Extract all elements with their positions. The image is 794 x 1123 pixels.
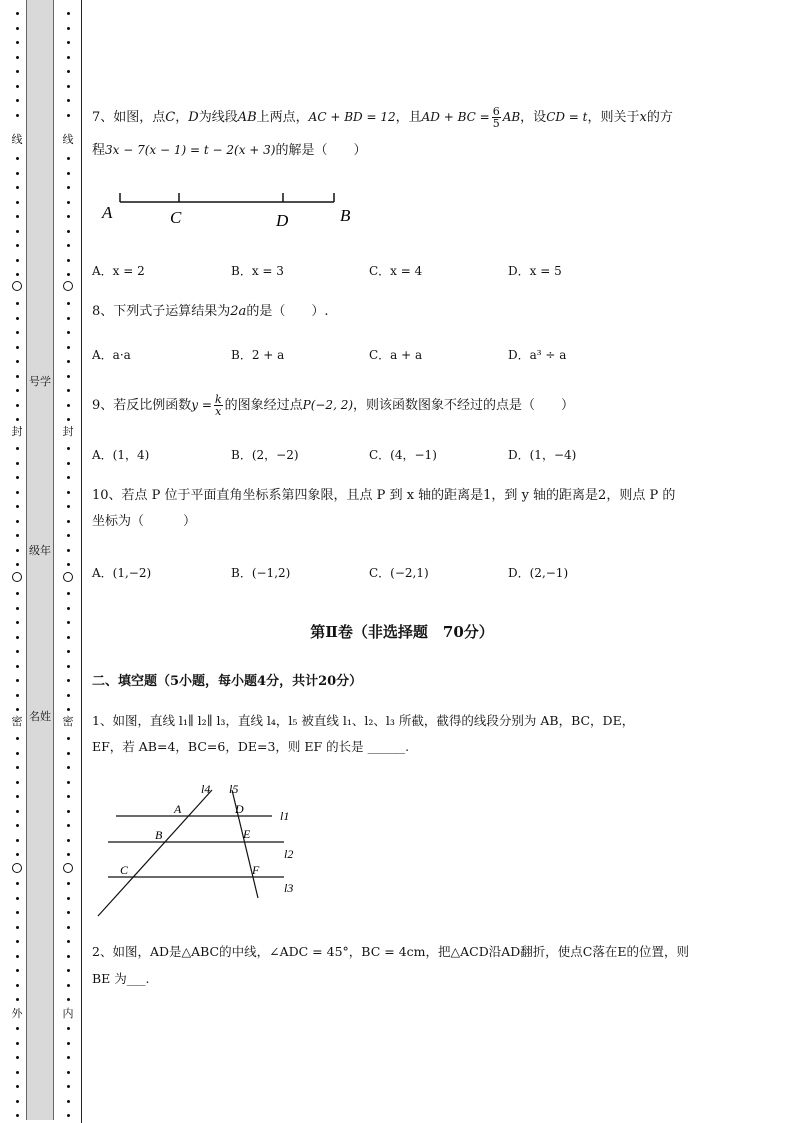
margin-dot — [67, 911, 70, 914]
margin-dot — [16, 317, 19, 320]
margin-dot — [67, 1100, 70, 1103]
margin-dot — [16, 766, 19, 769]
margin-dot — [16, 56, 19, 59]
label-grade: 级年 — [29, 544, 51, 557]
fill-question-1-line2: EF，若 AB=4，BC=6，DE=3，则 EF 的长是 ______. — [92, 739, 410, 754]
q7-option-b[interactable]: B．x = 3 — [231, 264, 284, 278]
margin-dot — [16, 360, 19, 363]
margin-dot — [16, 302, 19, 305]
margin-dot — [16, 215, 19, 218]
margin-dot — [67, 114, 70, 117]
margin-dot — [16, 969, 19, 972]
margin-dot — [16, 592, 19, 595]
margin-dot — [67, 839, 70, 842]
margin-dot — [16, 737, 19, 740]
margin-dot — [16, 389, 19, 392]
q9-option-c[interactable]: C．(4，−1) — [369, 448, 437, 462]
label-l2: l2 — [284, 847, 294, 861]
point-label-b: B — [340, 206, 351, 225]
outer-dotted-line — [10, 0, 24, 1123]
margin-dot — [67, 215, 70, 218]
margin-dot — [16, 331, 19, 334]
q7-option-a[interactable]: A．x = 2 — [92, 264, 145, 278]
point-label-d: D — [276, 211, 289, 230]
margin-dot — [67, 853, 70, 856]
label-point-c: C — [120, 863, 129, 877]
label-l3: l3 — [284, 881, 294, 895]
q10-option-a[interactable]: A．(1,−2) — [92, 566, 152, 580]
margin-dot — [16, 621, 19, 624]
label-point-b: B — [155, 828, 163, 842]
margin-char-feng: 封 — [11, 425, 23, 438]
margin-dot — [67, 752, 70, 755]
margin-dot — [67, 201, 70, 204]
margin-dot — [16, 230, 19, 233]
margin-dot — [16, 810, 19, 813]
margin-dot — [67, 447, 70, 450]
margin-dot — [16, 99, 19, 102]
margin-dot — [67, 476, 70, 479]
margin-dot — [67, 273, 70, 276]
margin-char-nei: 内 — [55, 1008, 81, 1020]
margin-dot — [67, 1042, 70, 1045]
margin-dot — [16, 491, 19, 494]
margin-dot — [67, 186, 70, 189]
margin-dot — [67, 360, 70, 363]
label-point-a: A — [174, 802, 182, 816]
margin-dot — [67, 650, 70, 653]
fill-question-2-line1: 2、如图，AD是△ABC的中线，∠ADC = 45°，BC = 4cm，把△ACD沿AD翻折，使点C落在E的位置，则 — [92, 944, 689, 959]
margin-dot — [16, 1071, 19, 1074]
label-l1: l1 — [280, 809, 290, 823]
label-l5: l5 — [229, 782, 239, 796]
margin-dot — [67, 969, 70, 972]
margin-dot — [67, 781, 70, 784]
margin-dot — [16, 882, 19, 885]
margin-dot — [16, 447, 19, 450]
margin-dot — [67, 607, 70, 610]
q9-option-d[interactable]: D．(1，−4) — [508, 448, 577, 462]
margin-dot — [67, 85, 70, 88]
inner-dotted-line — [55, 0, 82, 1123]
margin-dot — [67, 172, 70, 175]
parallel-lines-figure — [94, 778, 314, 920]
margin-dot — [16, 70, 19, 73]
margin-dot — [16, 897, 19, 900]
label-l4: l4 — [201, 782, 211, 796]
margin-dot — [16, 404, 19, 407]
margin-dot — [67, 1027, 70, 1030]
margin-dot — [16, 186, 19, 189]
margin-dot — [67, 302, 70, 305]
margin-dot — [16, 955, 19, 958]
margin-dot — [16, 708, 19, 711]
margin-dot — [67, 27, 70, 30]
student-info-column — [26, 0, 54, 1120]
margin-dot — [16, 375, 19, 378]
margin-dot — [16, 273, 19, 276]
margin-char-mi: 密 — [11, 715, 23, 728]
margin-dot — [67, 679, 70, 682]
section-2-title: 第Ⅱ卷（非选择题 70分） — [310, 623, 494, 641]
margin-dot — [67, 810, 70, 813]
q9-option-b[interactable]: B．(2，−2) — [231, 448, 299, 462]
margin-dot — [67, 41, 70, 44]
margin-dot — [16, 911, 19, 914]
margin-dot — [16, 853, 19, 856]
margin-dot — [67, 636, 70, 639]
label-point-f: F — [252, 863, 260, 877]
margin-dot — [67, 766, 70, 769]
margin-circle — [12, 572, 22, 582]
margin-dot — [16, 839, 19, 842]
binding-margin — [0, 0, 82, 1123]
margin-dot — [67, 12, 70, 15]
fraction-k-over-x: $\frac{k}{x}$ — [214, 393, 222, 418]
margin-dot — [67, 346, 70, 349]
margin-dot — [67, 665, 70, 668]
segment-figure — [98, 188, 368, 234]
margin-dot — [16, 1114, 19, 1117]
part-2-heading: 二、填空题（5小题，每小题4分，共计20分） — [92, 674, 363, 689]
question-7-line1: 7、如图，点C，D为线段AB上两点，AC + BD = 12，且AD + BC = $\frac{6}{5}$ AB，设CD = t，则关于x的方 — [92, 105, 673, 130]
margin-dot — [16, 505, 19, 508]
label-point-d: D — [235, 802, 244, 816]
margin-dot — [67, 520, 70, 523]
margin-dot — [67, 926, 70, 929]
margin-dot — [16, 781, 19, 784]
margin-dot — [67, 157, 70, 160]
margin-dot — [16, 998, 19, 1001]
fill-question-1-line1: 1、如图，直线 l₁∥ l₂∥ l₃，直线 l₄，l₅ 被直线 l₁、l₂、l₃ 所截，截得的线段分别为 AB，BC，DE， — [92, 713, 635, 728]
margin-dot — [67, 462, 70, 465]
margin-dot — [67, 505, 70, 508]
label-point-e: E — [243, 827, 251, 841]
question-8: 8、下列式子运算结果为2a的是（ ）. — [92, 304, 329, 319]
q9-option-a[interactable]: A．(1，4) — [92, 448, 150, 462]
margin-char-xian: 线 — [55, 134, 81, 146]
margin-dot — [16, 694, 19, 697]
point-label-c: C — [170, 208, 182, 227]
margin-dot — [16, 607, 19, 610]
fill-question-2-line2: BE 为___. — [92, 971, 150, 986]
margin-dot — [16, 201, 19, 204]
label-student-number: 号学 — [29, 375, 51, 388]
margin-circle — [12, 281, 22, 291]
margin-char-feng: 封 — [55, 426, 81, 438]
margin-dot — [16, 346, 19, 349]
margin-dot — [16, 795, 19, 798]
margin-dot — [16, 41, 19, 44]
margin-dot — [67, 1085, 70, 1088]
margin-dot — [67, 1056, 70, 1059]
margin-dot — [16, 476, 19, 479]
margin-dot — [16, 244, 19, 247]
margin-dot — [67, 694, 70, 697]
margin-dot — [67, 259, 70, 262]
margin-dot — [67, 737, 70, 740]
label-name: 名姓 — [29, 710, 51, 723]
margin-dot — [67, 940, 70, 943]
margin-dot — [16, 940, 19, 943]
margin-dot — [67, 331, 70, 334]
margin-dot — [67, 563, 70, 566]
margin-dot — [16, 85, 19, 88]
q10-option-d[interactable]: D．(2,−1) — [508, 566, 569, 580]
margin-char-xian: 线 — [11, 133, 23, 146]
margin-dot — [67, 56, 70, 59]
q7-option-c[interactable]: C．x = 4 — [369, 264, 423, 278]
margin-circle — [12, 863, 22, 873]
margin-dot — [67, 99, 70, 102]
q8-option-d[interactable]: D．a³ ÷ a — [508, 348, 567, 362]
q10-option-c[interactable]: C．(−2,1) — [369, 566, 429, 580]
question-9: 9、若反比例函数y = $\frac{k}{x}$ 的图象经过点P(−2, 2)，则该函数图象不经过的点是（ ） — [92, 393, 575, 418]
margin-dot — [67, 955, 70, 958]
fraction-six-fifths: $\frac{6}{5}$ — [492, 105, 500, 130]
margin-dot — [16, 563, 19, 566]
question-10-line1: 10、若点 P 位于平面直角坐标系第四象限，且点 P 到 x 轴的距离是1，到 y 轴的距离是2，则点 P 的 — [92, 488, 676, 503]
margin-dot — [67, 389, 70, 392]
margin-dot — [16, 259, 19, 262]
margin-dot — [16, 1085, 19, 1088]
margin-dot — [16, 157, 19, 160]
margin-dot — [16, 12, 19, 15]
margin-dot — [67, 1071, 70, 1074]
q8-option-c[interactable]: C．a + a — [369, 348, 423, 362]
margin-dot — [16, 926, 19, 929]
margin-dot — [67, 317, 70, 320]
margin-dot — [67, 984, 70, 987]
margin-dot — [67, 998, 70, 1001]
margin-dot — [16, 114, 19, 117]
margin-dot — [16, 665, 19, 668]
q8-option-a[interactable]: A．a·a — [92, 348, 131, 362]
margin-char-wai: 外 — [11, 1007, 23, 1020]
question-7-line2: 程3x − 7(x − 1) = t − 2(x + 3)的解是（ ） — [92, 143, 367, 158]
margin-dot — [16, 1042, 19, 1045]
margin-dot — [67, 708, 70, 711]
margin-dot — [16, 752, 19, 755]
margin-dot — [67, 244, 70, 247]
margin-dot — [16, 824, 19, 827]
margin-dot — [67, 1114, 70, 1117]
margin-dot — [67, 795, 70, 798]
question-9-options — [92, 446, 742, 466]
margin-dot — [16, 679, 19, 682]
margin-char-mi: 密 — [55, 716, 81, 728]
margin-dot — [16, 650, 19, 653]
margin-dot — [16, 1100, 19, 1103]
margin-dot — [16, 418, 19, 421]
margin-dot — [16, 1027, 19, 1030]
line-l4 — [98, 790, 212, 916]
q7-option-d[interactable]: D．x = 5 — [508, 264, 562, 278]
q8-option-b[interactable]: B．2 + a — [231, 348, 285, 362]
margin-dot — [16, 27, 19, 30]
margin-dot — [67, 375, 70, 378]
margin-dot — [16, 462, 19, 465]
margin-dot — [16, 172, 19, 175]
margin-dot — [67, 621, 70, 624]
q10-option-b[interactable]: B．(−1,2) — [231, 566, 291, 580]
question-8-options — [92, 346, 742, 366]
margin-dot — [67, 549, 70, 552]
point-label-a: A — [102, 203, 113, 222]
margin-dot — [67, 404, 70, 407]
question-10-options — [92, 564, 742, 584]
margin-dot — [67, 418, 70, 421]
margin-circle — [63, 863, 73, 873]
margin-dot — [67, 897, 70, 900]
margin-dot — [16, 984, 19, 987]
margin-dot — [67, 491, 70, 494]
margin-dot — [67, 230, 70, 233]
margin-dot — [16, 520, 19, 523]
margin-dot — [67, 534, 70, 537]
question-7-options — [92, 262, 742, 282]
margin-dot — [67, 70, 70, 73]
margin-circle — [63, 281, 73, 291]
margin-dot — [16, 1056, 19, 1059]
margin-circle — [63, 572, 73, 582]
margin-dot — [16, 534, 19, 537]
margin-dot — [67, 824, 70, 827]
margin-dot — [16, 636, 19, 639]
margin-dot — [16, 549, 19, 552]
margin-dot — [67, 592, 70, 595]
margin-dot — [67, 882, 70, 885]
question-10-line2: 坐标为（ ） — [92, 514, 197, 529]
